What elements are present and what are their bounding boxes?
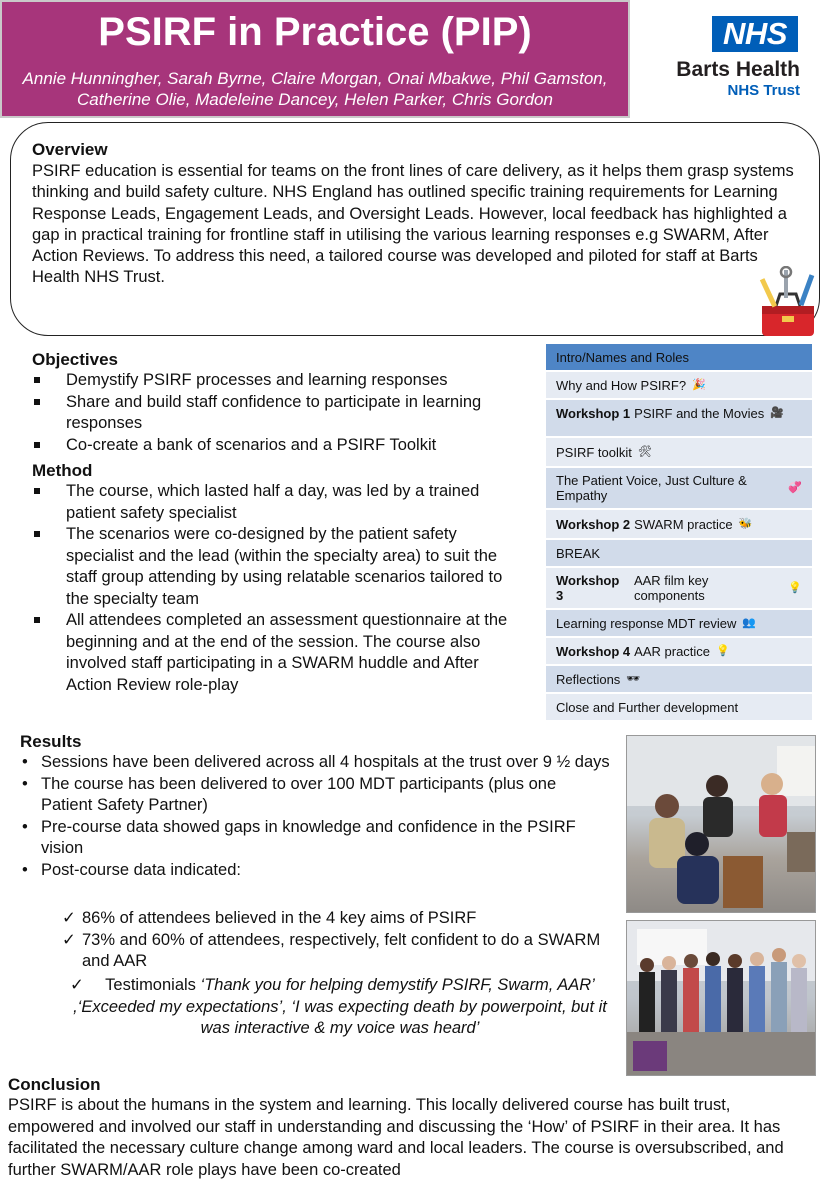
- results-list: [20, 752, 620, 881]
- list-item: Share and build staff confidence to participate in learning responses: [32, 392, 512, 435]
- list-item: • The course has been delivered to over 100 MDT participants (plus one Patient Safety Partner): [20, 774, 610, 817]
- heart-icon: 💞: [788, 481, 802, 494]
- bee-icon: 🐝: [738, 517, 753, 530]
- tools-icon: 🛠: [637, 445, 652, 458]
- schedule-label: Intro/Names and Roles: [556, 349, 689, 365]
- list-item: • Pre-course data showed gaps in knowledge and confidence in the PSIRF vision: [20, 817, 610, 860]
- poster-title: PSIRF in Practice (PIP): [98, 10, 532, 54]
- schedule-label: Close and Further development: [556, 699, 739, 715]
- schedule-row: [546, 344, 812, 372]
- method-title: Method: [32, 461, 93, 480]
- results-checks: [62, 908, 607, 973]
- schedule-row: [546, 372, 812, 400]
- sunglasses-icon: 🕶: [626, 672, 641, 685]
- schedule-row: [546, 510, 812, 540]
- lightbulb-icon: 💡: [788, 581, 802, 594]
- schedule-label: Why and How PSIRF?: [556, 377, 687, 393]
- conclusion-text: PSIRF is about the humans in the system and learning. This locally delivered course has built trust, empowered and involved our staff in understanding and discussing the ‘How’ of PSIRF in their area. It has facilitated the necessary culture change among ward and local leaders. The course is oversubscribed, and further SWARM/AAR role plays have been co-created: [8, 1096, 784, 1179]
- schedule-row: [546, 568, 812, 610]
- conclusion-title: Conclusion: [8, 1075, 101, 1094]
- schedule-label: Reflections: [556, 671, 621, 687]
- method-list: [32, 481, 512, 696]
- group-photo: [626, 920, 816, 1076]
- schedule-row: [546, 666, 812, 694]
- list-item: All attendees completed an assessment questionnaire at the beginning and at the end of the session. The course also involved staff participating in a SWARM huddle and After Action Review role-play: [32, 610, 512, 696]
- schedule-row: [546, 638, 812, 666]
- logo-name: Barts Health: [676, 58, 800, 81]
- schedule-row: [546, 438, 812, 468]
- workshop-label: Workshop 1: [556, 406, 631, 421]
- schedule-row: [546, 610, 812, 638]
- lightbulb-icon: 💡: [716, 644, 730, 657]
- schedule-row: [546, 468, 812, 510]
- list-item: The scenarios were co-designed by the patient safety specialist and the lead (within the specialty area) to suit the staff group attending by using relatable scenarios tailored to the specialty team: [32, 524, 512, 610]
- list-item: Co-create a bank of scenarios and a PSIRF Toolkit: [32, 435, 512, 457]
- workshop-label: Workshop 2: [556, 516, 631, 532]
- testimonial-text: ‘Thank you for helping demystify PSIRF, Swarm, AAR’ ,‘Exceeded my expectations’, ‘I was expecting death by powerpoint, but it was interactive & my voice was heard’: [73, 976, 607, 1037]
- objectives-list: [32, 370, 512, 456]
- workshop-photo: [626, 735, 816, 913]
- testimonial-label: Testimonials: [105, 976, 196, 994]
- list-item: • Post-course data indicated:: [20, 860, 620, 882]
- check-icon: ✓: [70, 976, 84, 994]
- schedule-row: [546, 540, 812, 568]
- workshop-label: Workshop 4: [556, 643, 631, 659]
- people-icon: 👥: [742, 616, 757, 629]
- authors: Annie Hunningher, Sarah Byrne, Claire Morgan, Onai Mbakwe, Phil Gamston, Catherine Olie, Madeleine Dancey, Helen Parker, Chris Gordon: [22, 69, 608, 109]
- results-title: Results: [20, 732, 82, 751]
- party-icon: 🎉: [692, 378, 706, 391]
- overview-title: Overview: [32, 140, 108, 159]
- list-item: The course, which lasted half a day, was led by a trained patient safety specialist: [32, 481, 512, 524]
- schedule-label: PSIRF toolkit: [556, 444, 632, 460]
- workshop-label: Workshop 3: [556, 573, 620, 603]
- logo-trust: NHS Trust: [727, 82, 800, 99]
- schedule-label: BREAK: [556, 545, 601, 561]
- toolbox-icon: [756, 266, 826, 340]
- nhs-logo: NHS: [712, 16, 798, 52]
- overview-text: PSIRF education is essential for teams on the front lines of care delivery, as it helps them grasp systems thinking and build safety culture. NHS England has outlined specific training requirements for Learning Response Leads, Engagement Leads, and Oversight Leads. However, local feedback has highlighted a gap in practical training for frontline staff in utilising the various learning responses e.g SWARM, After Action Reviews. To address this need, a tailored course was developed and piloted for staff at Barts Health NHS Trust.: [32, 162, 794, 287]
- schedule-label: AAR practice: [634, 643, 711, 659]
- schedule-label: The Patient Voice, Just Culture & Empathy: [556, 473, 747, 503]
- testimonials: [70, 975, 610, 1040]
- schedule-label: AAR film key components: [633, 573, 709, 603]
- schedule-row: [546, 400, 812, 438]
- schedule-label: Learning response MDT review: [556, 615, 737, 631]
- schedule-label: PSIRF and the Movies: [634, 406, 765, 421]
- list-item: • Sessions have been delivered across all 4 hospitals at the trust over 9 ½ days: [20, 752, 610, 774]
- check-item: ✓ 86% of attendees believed in the 4 key aims of PSIRF: [62, 908, 607, 930]
- schedule-row: [546, 694, 812, 722]
- check-item: ✓ 73% and 60% of attendees, respectively, felt confident to do a SWARM and AAR: [62, 930, 607, 973]
- list-item: Demystify PSIRF processes and learning responses: [32, 370, 512, 392]
- camera-icon: 🎥: [770, 407, 784, 419]
- schedule-label: SWARM practice: [634, 516, 733, 532]
- objectives-title: Objectives: [32, 350, 118, 369]
- course-schedule: [546, 344, 812, 722]
